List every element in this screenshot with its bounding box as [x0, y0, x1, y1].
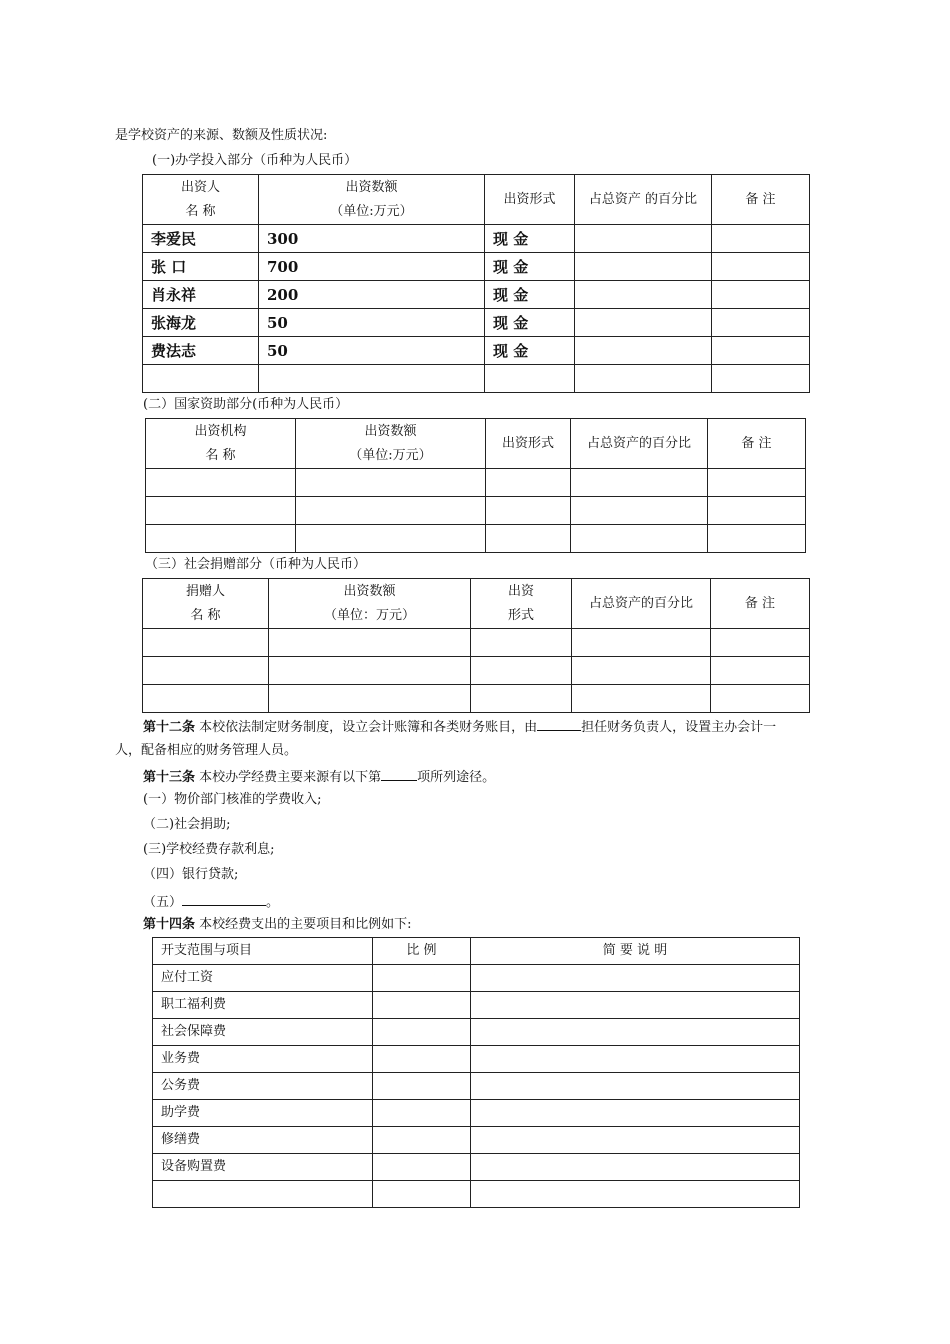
header-donor-name: 捐赠人 名 称	[143, 579, 269, 629]
table-row	[153, 992, 800, 1019]
table-row	[153, 1127, 800, 1154]
table-row	[143, 253, 810, 281]
header-amount: 出资数额 （单位：万元）	[269, 579, 471, 629]
investor-amount: 700	[259, 253, 485, 281]
header-form: 出资形式	[485, 175, 575, 225]
header-note: 备 注	[708, 419, 806, 469]
article-14-label: 第十四条	[143, 917, 196, 932]
investor-name: 费法志	[143, 337, 259, 365]
list-item: （二)社会捐助;	[143, 817, 231, 832]
investor-name: 李爱民	[143, 225, 259, 253]
list-item: （五） 。	[143, 891, 279, 912]
list-item: （四）银行贷款;	[143, 867, 239, 882]
section2-title: (二）国家资助部分(币种为人民币）	[143, 397, 349, 412]
header-description: 简 要 说 明	[471, 938, 800, 965]
header-note: 备 注	[711, 579, 810, 629]
expenditure-table	[152, 937, 800, 1208]
investor-name: 肖永祥	[143, 281, 259, 309]
table-row	[153, 1046, 800, 1073]
table-row	[153, 1154, 800, 1181]
table-row	[143, 281, 810, 309]
investor-amount: 200	[259, 281, 485, 309]
investor-form: 现 金	[485, 225, 575, 253]
table-row	[153, 965, 800, 992]
table-row	[143, 337, 810, 365]
table-row-empty	[146, 497, 806, 525]
expense-item: 应付工资	[153, 965, 373, 992]
expense-item: 公务费	[153, 1073, 373, 1100]
header-amount: 出资数额 （单位:万元）	[296, 419, 486, 469]
table-row-empty	[146, 525, 806, 553]
table-row-empty	[143, 365, 810, 393]
investor-form: 现 金	[485, 337, 575, 365]
table-row-empty	[143, 629, 810, 657]
header-amount: 出资数额 （单位:万元）	[259, 175, 485, 225]
investor-form: 现 金	[485, 281, 575, 309]
percentage-cell	[575, 225, 712, 253]
article-13-label: 第十三条	[143, 770, 196, 785]
table-row	[143, 225, 810, 253]
header-investor-name: 出资人 名 称	[143, 175, 259, 225]
table-row	[153, 1100, 800, 1127]
list-item: (三)学校经费存款利息;	[143, 842, 275, 857]
percentage-cell	[575, 253, 712, 281]
header-note: 备 注	[712, 175, 810, 225]
note-cell	[712, 337, 810, 365]
header-form: 出资 形式	[471, 579, 572, 629]
expense-item: 修缮费	[153, 1127, 373, 1154]
intro-text: 是学校资产的来源、数额及性质状况:	[115, 128, 328, 143]
note-cell	[712, 281, 810, 309]
article-12-continued: 人，配备相应的财务管理人员。	[115, 743, 298, 758]
header-percentage: 占总资产 的百分比	[575, 175, 712, 225]
article-13: 第十三条 本校办学经费主要来源有以下第 项所列途径。	[143, 766, 495, 787]
investor-form: 现 金	[485, 309, 575, 337]
expense-item: 职工福利费	[153, 992, 373, 1019]
investor-form: 现 金	[485, 253, 575, 281]
table-row-empty	[153, 1181, 800, 1208]
blank-field	[537, 716, 581, 731]
investor-amount: 50	[259, 309, 485, 337]
investor-amount: 50	[259, 337, 485, 365]
article-12: 第十二条 本校依法制定财务制度，设立会计账簿和各类财务账目，由 担任财务负责人，设置主办会计一	[143, 716, 776, 737]
note-cell	[712, 253, 810, 281]
header-form: 出资形式	[486, 419, 571, 469]
table-row	[153, 1073, 800, 1100]
header-ratio: 比 例	[373, 938, 471, 965]
header-percentage: 占总资产的百分比	[571, 419, 708, 469]
header-institution-name: 出资机构 名 称	[146, 419, 296, 469]
article-12-label: 第十二条	[143, 720, 196, 735]
investor-name: 张海龙	[143, 309, 259, 337]
article-14: 第十四条 本校经费支出的主要项目和比例如下:	[143, 917, 412, 932]
expense-item: 设备购置费	[153, 1154, 373, 1181]
expense-item: 业务费	[153, 1046, 373, 1073]
header-item: 开支范围与项目	[153, 938, 373, 965]
percentage-cell	[575, 281, 712, 309]
section3-title: （三）社会捐赠部分（币种为人民币）	[145, 557, 367, 572]
investor-amount: 300	[259, 225, 485, 253]
table-row-empty	[146, 469, 806, 497]
investment-table	[142, 174, 810, 393]
table-row-empty	[143, 657, 810, 685]
blank-field	[381, 766, 417, 781]
note-cell	[712, 225, 810, 253]
list-item: (一）物价部门核准的学费收入;	[143, 792, 322, 807]
table-row	[153, 1019, 800, 1046]
percentage-cell	[575, 309, 712, 337]
note-cell	[712, 309, 810, 337]
expense-item: 社会保障费	[153, 1019, 373, 1046]
header-percentage: 占总资产的百分比	[572, 579, 711, 629]
blank-field	[182, 891, 266, 906]
investor-name: 张 口	[143, 253, 259, 281]
donation-table	[142, 578, 810, 713]
table-row-empty	[143, 685, 810, 713]
percentage-cell	[575, 337, 712, 365]
expense-item: 助学费	[153, 1100, 373, 1127]
state-funding-table	[145, 418, 806, 553]
table-row	[143, 309, 810, 337]
section1-title: (一)办学投入部分（币种为人民币）	[152, 153, 358, 168]
